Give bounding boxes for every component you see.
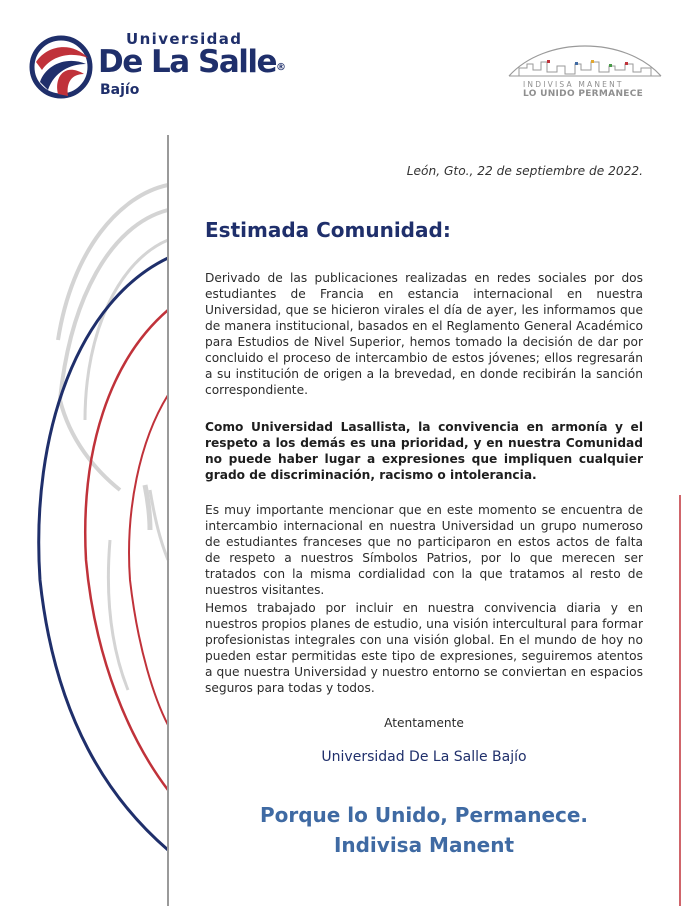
paragraph-1: Derivado de las publicaciones realizadas en redes sociales por dos estudiantes de Francia en estancia internacional en nuestra Universidad, que se hicieron virales el día de ayer, les informamos que de manera institucional, basados en el Reglamento General Académico para Estudios de Nivel Superior, hemos tomado la decisión de dar por concluido el proceso de intercambio de estos jóvenes; ellos regresarán a su institución de origen a la brevedad, en donde recibirán la sanción correspondiente.: [205, 271, 643, 397]
skyline-arch-icon: [505, 40, 665, 80]
letter-date: León, Gto., 22 de septiembre de 2022.: [406, 164, 643, 178]
logo-campus: Bajío: [100, 82, 140, 98]
paragraph-3: Es muy importante mencionar que en este momento se encuentra de intercambio internacional en nuestra Universidad un grupo numeroso de estudiantes franceses que no participaron en estos actos de falta de respeto a nuestros Símbolos Patrios, por lo que merecen ser tratados con la misma cordialidad con la que tratamos al resto de nuestros visitantes.: [205, 503, 643, 597]
slogan-line-1: Porque lo Unido, Permanece.: [259, 803, 589, 827]
slogan-line-2: Indivisa Manent: [333, 833, 515, 857]
letter-closing: Atentamente: [384, 716, 464, 730]
letter-greeting: Estimada Comunidad:: [205, 218, 451, 242]
logo-name: [98, 44, 286, 80]
logo-name-text: De La Salle: [98, 44, 277, 80]
motto-spanish: LO UNIDO PERMANECE: [523, 89, 644, 99]
motto-latin: INDIVISA MANENT: [523, 80, 624, 89]
logo-university-word: Universidad: [126, 30, 243, 48]
lasalle-star-emblem-icon: [28, 34, 94, 100]
university-logo: [28, 30, 288, 102]
letter-signer: Universidad De La Salle Bajío: [321, 749, 527, 765]
motto-logo: [505, 40, 665, 104]
paragraph-4: Hemos trabajado por incluir en nuestra convivencia diaria y en nuestros propios planes de estudio, una visión intercultural para formar profesionistas integrales con una visión global. En el mundo de hoy no pueden estar permitidas este tipo de expresiones, seguiremos atentos a que nuestra Universidad y nuestro entorno se conviertan en espacios seguros para todas y todos.: [205, 601, 643, 695]
paragraph-2-bold: Como Universidad Lasallista, la convivencia en armonía y el respeto a los demás es una prioridad, y en nuestra Comunidad no puede haber lugar a expresiones que impliquen cualquier grado de discriminación, racismo o intolerancia.: [205, 420, 643, 482]
letter-slogan: [205, 800, 643, 860]
registered-mark: ®: [276, 62, 287, 73]
